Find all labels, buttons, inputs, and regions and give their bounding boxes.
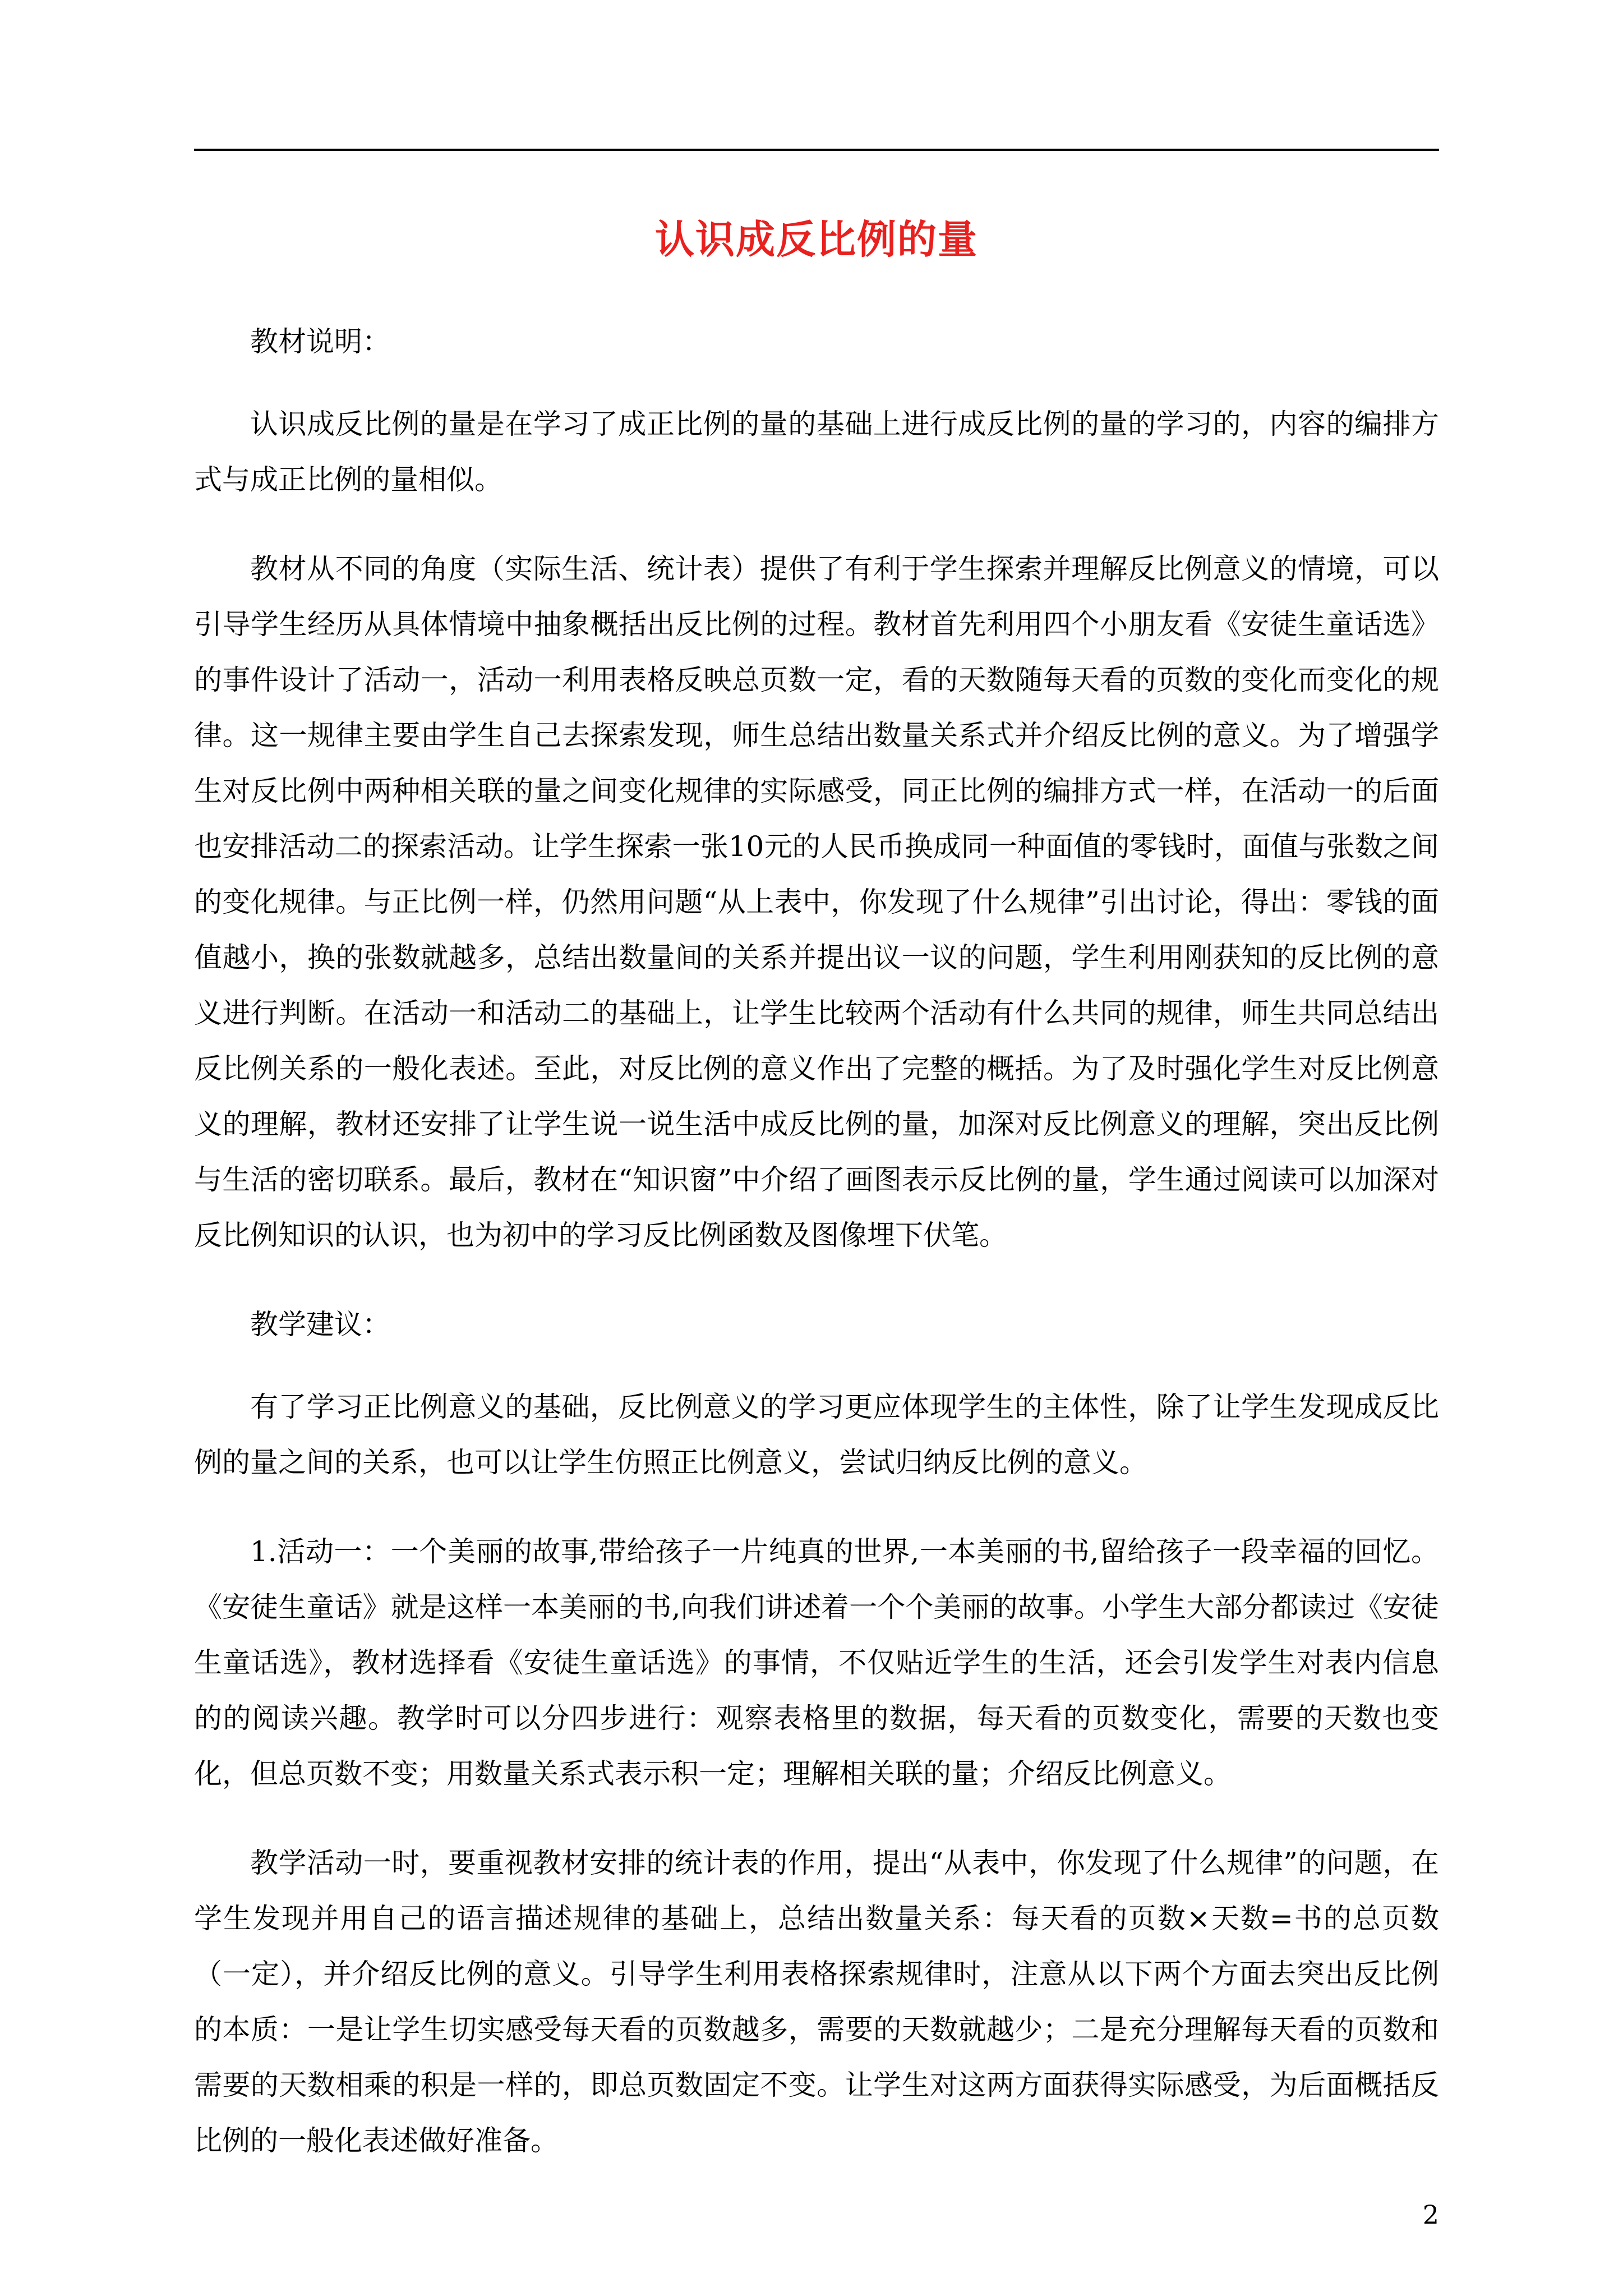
header-rule [194,149,1439,151]
paragraph-activity-one-teaching: 教学活动一时，要重视教材安排的统计表的作用，提出“从表中，你发现了什么规律”的问题，在学生发现并用自己的语言描述规律的基础上，总结出数量关系：每天看的页数×天数=书的总页数（一定），并介绍反比例的意义。引导学生利用表格探索规律时，注意从以下两个方面去突出反比例的本质：一是让学生切实感受每天看的页数越多，需要的天数就越少；二是充分理解每天看的页数和需要的天数相乘的积是一样的，即总页数固定不变。让学生对这两方面获得实际感受，为后面概括反比例的一般化表述做好准备。 [194,1847,1439,2157]
paragraph-activity-one: 1.活动一：一个美丽的故事,带给孩子一片纯真的世界,一本美丽的书,留给孩子一段幸福的回忆。《安徒生童话》就是这样一本美丽的书,向我们讲述着一个个美丽的故事。小学生大部分都读过《安徒生童话选》，教材选择看《安徒生童话选》的事情，不仅贴近学生的生活，还会引发学生对表内信息的的阅读兴趣。教学时可以分四步进行：观察表格里的数据，每天看的页数变化，需要的天数也变化，但总页数不变；用数量关系式表示积一定；理解相关联的量；介绍反比例意义。 [194,1535,1439,1790]
paragraph-intro: 认识成反比例的量是在学习了成正比例的量的基础上进行成反比例的量的学习的，内容的编排方式与成正比例的量相似。 [194,408,1439,496]
document-title: 认识成反比例的量 [655,216,978,263]
document-body [194,314,1439,2202]
section-label-suggestions: 教学建议： [250,1308,390,1341]
paragraph-materials: 教材从不同的角度（实际生活、统计表）提供了有利于学生探索并理解反比例意义的情境，可以引导学生经历从具体情境中抽象概括出反比例的过程。教材首先利用四个小朋友看《安徒生童话选》的事件设计了活动一，活动一利用表格反映总页数一定，看的天数随每天看的页数的变化而变化的规律。这一规律主要由学生自己去探索发现，师生总结出数量关系式并介绍反比例的意义。为了增强学生对反比例中两种相关联的量之间变化规律的实际感受，同正比例的编排方式一样，在活动一的后面也安排活动二的探索活动。让学生探索一张10元的人民币换成同一种面值的零钱时，面值与张数之间的变化规律。与正比例一样，仍然用问题“从上表中，你发现了什么规律”引出讨论，得出：零钱的面值越小，换的张数就越多，总结出数量间的关系并提出议一议的问题，学生利用刚获知的反比例的意义进行判断。在活动一和活动二的基础上，让学生比较两个活动有什么共同的规律，师生共同总结出反比例关系的一般化表述。至此，对反比例的意义作出了完整的概括。为了及时强化学生对反比例意义的理解，教材还安排了让学生说一说生活中成反比例的量，加深对反比例意义的理解，突出反比例与生活的密切联系。最后，教材在“知识窗”中介绍了画图表示反比例的量，学生通过阅读可以加深对反比例知识的认识，也为初中的学习反比例函数及图像埋下伏笔。 [194,553,1439,1251]
paragraph-suggestions: 有了学习正比例意义的基础，反比例意义的学习更应体现学生的主体性，除了让学生发现成反比例的量之间的关系，也可以让学生仿照正比例意义，尝试归纳反比例的意义。 [194,1391,1439,1479]
page-number: 2 [1422,2200,1439,2230]
section-label-materials: 教材说明： [250,325,390,358]
